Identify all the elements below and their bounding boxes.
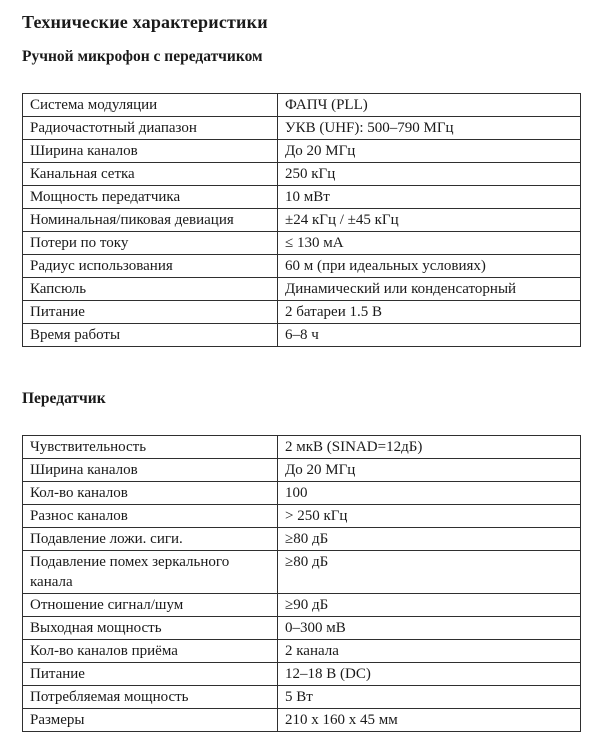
spec-label: Номинальная/пиковая девиация [23, 209, 278, 232]
table-row [23, 663, 581, 686]
table-row [23, 324, 581, 347]
table-row [23, 528, 581, 551]
spec-value: 6–8 ч [278, 324, 581, 347]
spec-label: Канальная сетка [23, 163, 278, 186]
table-row [23, 436, 581, 459]
spec-value: ≥90 дБ [278, 594, 581, 617]
table-row [23, 482, 581, 505]
table-row [23, 186, 581, 209]
spec-label: Разнос каналов [23, 505, 278, 528]
spec-value: ФАПЧ (PLL) [278, 94, 581, 117]
page-title: Технические характеристики [22, 12, 268, 32]
spec-label: Подавление ложи. сиги. [23, 528, 278, 551]
table-row [23, 117, 581, 140]
table-row [23, 140, 581, 163]
spec-value: 2 батареи 1.5 В [278, 301, 581, 324]
spec-label: Радиочастотный диапазон [23, 117, 278, 140]
spec-label: Время работы [23, 324, 278, 347]
spec-value: ±24 кГц / ±45 кГц [278, 209, 581, 232]
spec-label: Ширина каналов [23, 459, 278, 482]
spec-value: До 20 МГц [278, 140, 581, 163]
table-row [23, 640, 581, 663]
spec-label: Размеры [23, 709, 278, 732]
handheld-mic-spec-table [22, 93, 581, 347]
table-row [23, 709, 581, 732]
spec-label: Потребляемая мощность [23, 686, 278, 709]
spec-value: 12–18 В (DC) [278, 663, 581, 686]
section2-heading: Передатчик [22, 390, 106, 407]
spec-value: ≤ 130 мА [278, 232, 581, 255]
table-row [23, 255, 581, 278]
spec-label: Отношение сигнал/шум [23, 594, 278, 617]
table-row [23, 617, 581, 640]
table-row [23, 301, 581, 324]
section1-heading: Ручной микрофон с передатчиком [22, 48, 263, 65]
table-row [23, 686, 581, 709]
spec-label: Кол-во каналов приёма [23, 640, 278, 663]
spec-value: До 20 МГц [278, 459, 581, 482]
spec-label: Система модуляции [23, 94, 278, 117]
spec-label: Подавление помех зеркального канала [23, 551, 278, 594]
transmitter-spec-table [22, 435, 581, 732]
spec-label: Выходная мощность [23, 617, 278, 640]
spec-value: ≥80 дБ [278, 528, 581, 551]
table-row [23, 594, 581, 617]
spec-label: Потери по току [23, 232, 278, 255]
spec-value: Динамический или конденсаторный [278, 278, 581, 301]
table-row [23, 459, 581, 482]
spec-value: 210 x 160 x 45 мм [278, 709, 581, 732]
table-row [23, 278, 581, 301]
table-row [23, 505, 581, 528]
spec-value: ≥80 дБ [278, 551, 581, 594]
spec-value: 2 канала [278, 640, 581, 663]
spec-value: 5 Вт [278, 686, 581, 709]
spec-label: Питание [23, 301, 278, 324]
spec-label: Чувствительность [23, 436, 278, 459]
table-row [23, 163, 581, 186]
spec-value: 2 мкВ (SINAD=12дБ) [278, 436, 581, 459]
spec-label: Питание [23, 663, 278, 686]
table-row [23, 94, 581, 117]
spec-label: Капсюль [23, 278, 278, 301]
table-row [23, 551, 581, 594]
spec-label: Мощность передатчика [23, 186, 278, 209]
spec-value: УКВ (UHF): 500–790 МГц [278, 117, 581, 140]
spec-value: 10 мВт [278, 186, 581, 209]
table-row [23, 232, 581, 255]
spec-label: Ширина каналов [23, 140, 278, 163]
spec-value: 60 м (при идеальных условиях) [278, 255, 581, 278]
spec-label: Радиус использования [23, 255, 278, 278]
spec-value: 100 [278, 482, 581, 505]
spec-value: 0–300 мВ [278, 617, 581, 640]
spec-value: > 250 кГц [278, 505, 581, 528]
table-row [23, 209, 581, 232]
spec-label: Кол-во каналов [23, 482, 278, 505]
spec-value: 250 кГц [278, 163, 581, 186]
